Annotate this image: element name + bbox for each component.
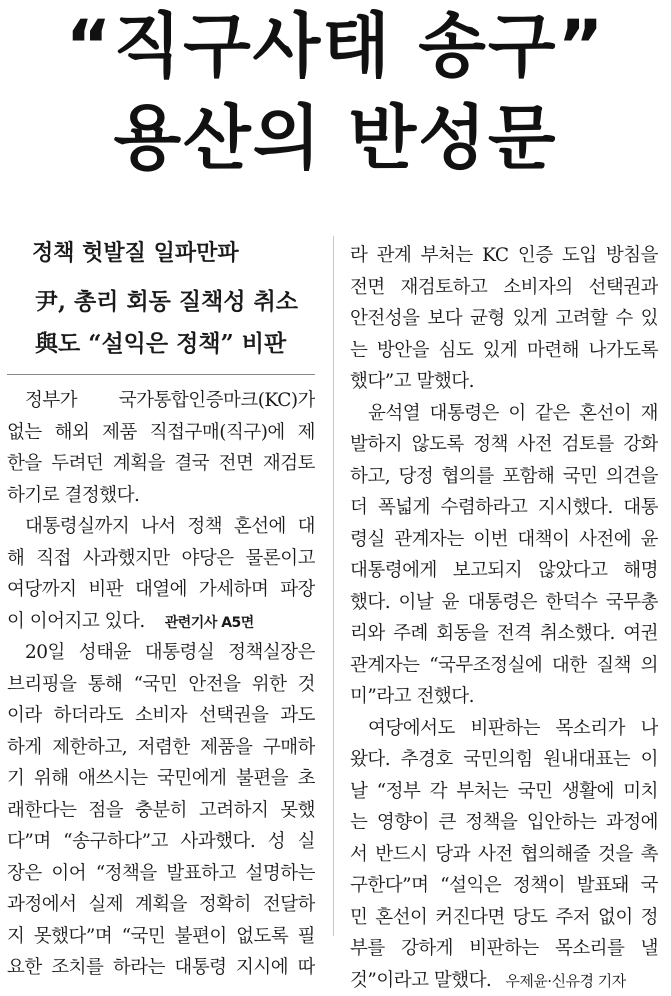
body-line: 는 영향이 큰 정책을 입안하는 과정에 xyxy=(350,807,658,839)
right-column xyxy=(350,240,658,996)
body-line: 리와 주례 회동을 전격 취소했다. 여권 xyxy=(350,618,658,650)
body-line: 여당에서도 비판하는 목소리가 나 xyxy=(350,713,658,745)
body-line-with-ref xyxy=(7,606,315,638)
body-line: 없는 해외 제품 직접구매(직구)에 제 xyxy=(7,417,315,449)
related-article-ref: 관련기사 A5면 xyxy=(165,615,254,631)
body-line: 하기로 결정했다. xyxy=(7,480,315,512)
left-body xyxy=(7,385,315,984)
subhead-rule xyxy=(7,374,315,375)
body-line: 하고, 당정 협의를 포함해 국민 의견을 xyxy=(350,461,658,493)
body-line: 라 관계 부처는 KC 인증 도입 방침을 xyxy=(350,240,658,272)
body-line: 안전성을 보다 균형 있게 고려할 수 있 xyxy=(350,303,658,335)
body-line: 대통령실까지 나서 정책 혼선에 대 xyxy=(7,511,315,543)
body-line: 래한다는 점을 충분히 고려하지 못했 xyxy=(7,795,315,827)
body-line: 전면 재검토하고 소비자의 선택권과 xyxy=(350,272,658,304)
body-line: 왔다. 추경호 국민의힘 원내대표는 이 xyxy=(350,744,658,776)
body-line: 발하지 않도록 정책 사전 검토를 강화 xyxy=(350,429,658,461)
body-line: 해 직접 사과했지만 야당은 물론이고 xyxy=(7,543,315,575)
body-line: 브리핑을 통해 “국민 안전을 위한 것 xyxy=(7,669,315,701)
body-line: 기 위해 애쓰시는 국민에게 불편을 초 xyxy=(7,763,315,795)
body-line: 서 반드시 당과 사전 협의해줄 것을 촉 xyxy=(350,839,658,871)
body-line-text: 것”이라고 말했다. xyxy=(350,970,491,991)
body-line: 령실 관계자는 이번 대책이 사전에 윤 xyxy=(350,524,658,556)
body-line: 윤석열 대통령은 이 같은 혼선이 재 xyxy=(350,398,658,430)
body-line: 했다”고 말했다. xyxy=(350,366,658,398)
reporter-byline: 우제윤·신유경 기자 xyxy=(505,972,625,990)
body-line: 요한 조치를 하라는 대통령 지시에 따 xyxy=(7,952,315,984)
body-line: 했다. 이날 윤 대통령은 한덕수 국무총 xyxy=(350,587,658,619)
body-line: 여당까지 비판 대열에 가세하며 파장 xyxy=(7,574,315,606)
body-line: 과정에서 실제 계획을 정확히 전달하 xyxy=(7,889,315,921)
headline-line-2: 용산의 반성문 xyxy=(0,94,671,182)
body-line: 한을 두려던 계획을 결국 전면 재검토 xyxy=(7,448,315,480)
subheadline-3: 與도 “설익은 정책” 비판 xyxy=(35,330,315,358)
body-line: 는 방안을 심도 있게 마련해 나가도록 xyxy=(350,335,658,367)
body-line: 20일 성태윤 대통령실 정책실장은 xyxy=(7,637,315,669)
body-line-text: 이 이어지고 있다. xyxy=(7,611,145,632)
body-line: 민 혼선이 커진다면 당도 주저 없이 정 xyxy=(350,902,658,934)
column-divider xyxy=(333,236,334,936)
body-line: 부를 강하게 비판하는 목소리를 낼 xyxy=(350,933,658,965)
body-line: 더 폭넓게 수렴하라고 지시했다. 대통 xyxy=(350,492,658,524)
body-line-with-byline xyxy=(350,965,658,996)
subheadline-1: 정책 헛발질 일파만파 xyxy=(32,240,315,268)
subheadline-2: 尹, 총리 회동 질책성 취소 xyxy=(35,288,315,316)
body-line: 대통령에게 보고되지 않았다고 해명 xyxy=(350,555,658,587)
body-line: 날 “정부 각 부처는 국민 생활에 미치 xyxy=(350,776,658,808)
body-line: 정부가 국가통합인증마크(KC)가 xyxy=(7,385,315,417)
headline-line-1: “직구사태 송구” xyxy=(0,2,671,90)
body-line: 지 못했다”며 “국민 불편이 없도록 필 xyxy=(7,921,315,953)
body-line: 구한다”며 “설익은 정책이 발표돼 국 xyxy=(350,870,658,902)
body-line: 하게 제한하고, 저렴한 제품을 구매하 xyxy=(7,732,315,764)
body-line: 다”며 “송구하다”고 사과했다. 성 실 xyxy=(7,826,315,858)
body-line: 미”라고 전했다. xyxy=(350,681,658,713)
body-line: 관계자는 “국무조정실에 대한 질책 의 xyxy=(350,650,658,682)
left-column xyxy=(7,230,315,984)
body-line: 장은 이어 “정책을 발표하고 설명하는 xyxy=(7,858,315,890)
body-line: 이라 하더라도 소비자 선택권을 과도 xyxy=(7,700,315,732)
